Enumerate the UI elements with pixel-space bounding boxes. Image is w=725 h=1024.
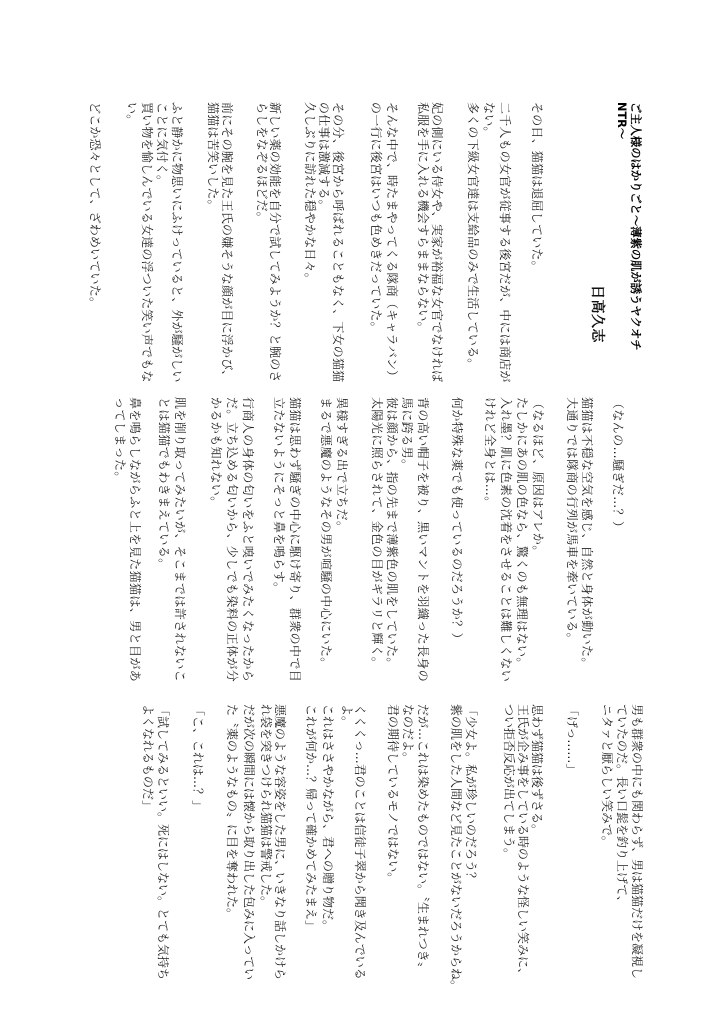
- body-text-line: かるかも知れない。: [209, 397, 223, 509]
- body-text-line: 私服を手に入れる機会すらままならない。: [416, 102, 430, 334]
- body-text-line: 二千人もの女官が従事する後宮だが、中には商店が: [498, 102, 512, 383]
- author-name: 日高久志: [589, 285, 605, 343]
- body-text-line: （なるほど、原因はアレか。: [531, 397, 545, 558]
- body-text-line: ことに気付く。: [155, 102, 169, 188]
- body-text-line: だが…これは染めたものではない。〝生まれつき〟: [416, 704, 430, 974]
- body-text-line: 思わず猫猫は後ずさる。: [530, 704, 544, 837]
- body-text-line: その分、後宮から呼ばれることもなく、下女の猫猫: [331, 102, 345, 383]
- body-text-line: 異様すぎる出で立ちだ。: [335, 397, 349, 534]
- document-title: ご主人様のはかりごと～薄紫の肌が誘うヤクオチ: [629, 102, 642, 351]
- body-text-line: ってしまった。: [113, 397, 127, 484]
- body-text-line: その日、猫猫は退屈していた。: [530, 102, 544, 273]
- body-text-line: 大通りでは隊商の行列が馬車を牽いている。: [565, 397, 579, 646]
- body-text-line: 男も群衆の中にも関わらず、男は猫猫だけを凝視し: [630, 704, 644, 980]
- body-text-line: 猫猫は思わず騒ぎの中心に駆け寄り、群衆の中で目: [288, 397, 302, 683]
- body-text-line: 悪魔のような容姿をした男に、いきなり話しかけら: [273, 704, 287, 981]
- body-text-line: 王氏が企み事をしている時のような怪しい笑みに、: [516, 704, 530, 981]
- body-text-line: ていたのだ。長い口髭を釣り上げて、: [615, 704, 629, 908]
- body-text-line: 妃の側にいる侍女や、実家が裕福な女官でなければ: [430, 102, 444, 383]
- body-text-line: 猫猫は不穏な空気を感じ、自然と身体が動いた。: [580, 397, 594, 670]
- body-text-line: たしかにあの肌の色なら、驚くのも無理はない。: [515, 397, 529, 670]
- body-text-line: なのだよ。: [401, 704, 415, 765]
- document-title-continuation: NTR～: [615, 102, 628, 140]
- body-text-line: 前にその腕を見た王氏の嫌そうな顔が目に浮かび、: [220, 102, 234, 383]
- body-text-line: これが何か…？帰って確かめてみたまえ」: [304, 704, 318, 933]
- body-text-line: （なんの…騒ぎだ…？）: [611, 397, 625, 534]
- body-text-line: の一行に後宮はいつも色めきだっていた。: [369, 102, 383, 334]
- body-text-line: 立たないようにそっと鼻を鳴らす。: [272, 397, 286, 595]
- body-text-line: 紫の肌をした人間など見たことがないだろうからね。: [449, 704, 463, 993]
- body-text-line: よ。: [340, 704, 354, 729]
- body-text-line: まるで悪魔のようなその男が喧騒の中心にいた。: [319, 397, 333, 670]
- body-text-line: らしをなぞるほどだ。: [255, 102, 269, 225]
- body-text-line: 「試してみるといい。死にはしない。とても気持ち: [156, 704, 170, 981]
- body-text-line: 「少女よ。私が珍しいのだろう？: [464, 704, 478, 885]
- body-text-line: よくなれるものだ」: [141, 704, 155, 813]
- body-text-line: とは猫猫でもわきまえている。: [157, 397, 171, 571]
- body-text-line: そんな中で、時たまやってくる隊商（キャラバン）: [385, 102, 399, 383]
- body-text-line: くくくっ…君のことは信徒子翠から聞き及んでいる: [353, 704, 367, 980]
- body-text-line: 肌を削り取ってみたいが、そこまでは許されないこ: [173, 397, 187, 683]
- body-text-line: 新しい薬の効能を自分で試してみようか？と腕のさ: [268, 102, 282, 383]
- body-text-line: 猫猫は苦笑いした。: [206, 102, 220, 212]
- body-text-line: どこか恐々として、ざわめいていた。: [88, 102, 102, 310]
- body-text-line: これはささやかながら、君への贈り物だ。: [321, 704, 335, 933]
- body-text-line: ふと静かに物思いにふけっていると、外が騒がしい: [170, 102, 184, 383]
- body-text-line: 多くの下級女官達は支給品のみで生活している。: [466, 102, 480, 371]
- body-text-line: ない。: [482, 102, 496, 139]
- body-text-line: ニタァと厭らしい笑みで。: [600, 704, 614, 848]
- body-text-line: けれど全身とは…。: [483, 397, 497, 509]
- body-text-line: 入れ墨？肌に色素の沈着をさせることは難しくない: [499, 397, 513, 683]
- body-text-line: 「こ、これは…？」: [191, 704, 205, 813]
- body-text-line: 鼻を鳴らしながらふと上を見た猫猫は、男と目があ: [128, 397, 142, 683]
- body-text-line: 何か特殊な薬でも使っているのだろうか？）: [450, 397, 464, 646]
- body-text-line: 行商人の身体の匂いをふと嗅いでみたくなったから: [241, 397, 255, 683]
- body-text-line: れ袋を突きつけられ猫猫は警戒した。: [259, 704, 273, 909]
- body-text-line: 馬に跨る男。: [400, 397, 414, 472]
- body-text-line: 「げっ……」: [565, 704, 579, 776]
- body-text-line: い。: [125, 102, 139, 127]
- body-text-line: 太陽光に照らされて、金色の目がギラリと輝く。: [370, 397, 384, 670]
- body-text-line: 彼は顔から、指の先まで薄紫色の肌をしていた。: [385, 397, 399, 670]
- body-text-line: 久しぶりに訪れた穏やかな日々。: [303, 102, 317, 286]
- body-text-line: だが次の瞬間には懐から取り出した包みに入ってい: [242, 704, 256, 981]
- body-text-line: 買い物を愉しんでいる女達の浮ついた笑い声でもな: [140, 102, 154, 383]
- body-text-line: た〝薬のようなもの〟に目を奪われた。: [225, 704, 239, 921]
- body-text-line: だ。立ち込める匂いから、少しでも染料の正体が分: [225, 397, 239, 683]
- body-text-line: 君の期待しているモノではない。: [386, 704, 400, 885]
- body-text-line: 背の高い帽子を被り、黒いマントを羽織った長身の: [416, 397, 430, 683]
- body-text-line: つい拒否反応が出てしまう。: [502, 704, 516, 861]
- body-text-line: の仕事は激減する。: [317, 102, 331, 212]
